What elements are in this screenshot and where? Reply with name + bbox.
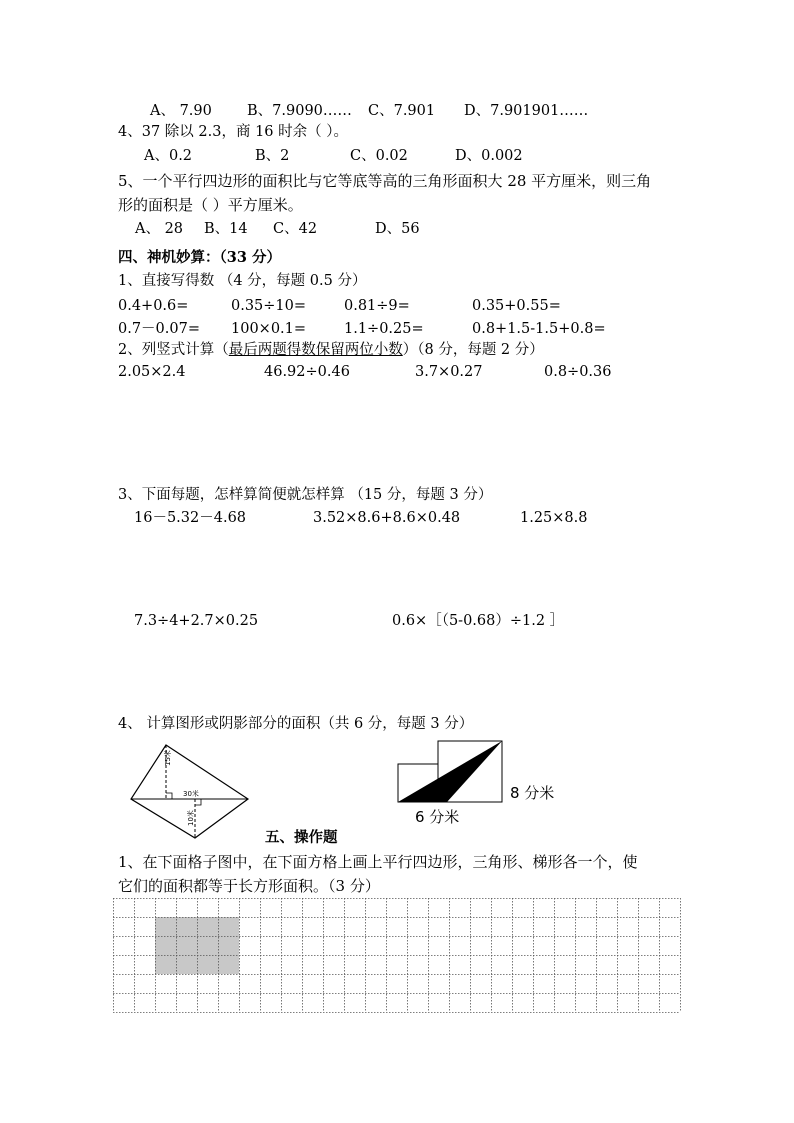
simplify-item: 0.6×［（5-0.68）÷1.2 ］ [392, 613, 565, 629]
option-c: C、7.901 [368, 103, 436, 119]
fig1-height2-label: 10米 [187, 810, 195, 826]
operation-q1-line1: 1、在下面格子图中，在下面方格上画上平行四边形，三角形、梯形各一个，使 [118, 853, 638, 871]
given-rectangle [155, 917, 239, 974]
simplify-item: 3.52×8.6+8.6×0.48 [313, 510, 461, 526]
q4-option-d: D、0.002 [455, 148, 523, 164]
simplify-item: 7.3÷4+2.7×0.25 [134, 613, 259, 629]
vertical-calc-item: 0.8÷0.36 [544, 364, 612, 380]
square-grid[interactable] [113, 898, 683, 1015]
operation-q1-line2: 它们的面积都等于长方形面积。（3 分） [118, 877, 380, 895]
section-5-title: 五、操作题 [265, 829, 338, 846]
q4-option-a: A、0.2 [144, 148, 193, 164]
vertical-calc-item: 2.05×2.4 [118, 364, 186, 380]
calc-item: 0.35+0.55= [472, 298, 561, 314]
q5-option-a: A、 28 [135, 221, 184, 237]
part-3-title: 3、下面每题，怎样算简便就怎样算 （15 分，每题 3 分） [118, 487, 493, 503]
part-2-underlined-note: 最后两题得数保留两位小数 [228, 342, 403, 358]
question-4: 4、37 除以 2.3，商 16 时余（ ）。 [118, 124, 348, 140]
calc-item: 0.8+1.5-1.5+0.8= [472, 321, 606, 337]
calc-item: 0.35÷10= [231, 298, 307, 314]
calc-item: 0.4+0.6= [118, 298, 189, 314]
q5-option-c: C、42 [273, 221, 318, 237]
q5-option-d: D、56 [375, 221, 420, 237]
option-b: B、7.9090…… [247, 103, 352, 119]
option-d: D、7.901901…… [464, 103, 589, 119]
section-4-title: 四、神机妙算：（33 分） [118, 249, 281, 266]
part-2-title: 2、列竖式计算（最后两题得数保留两位小数）（8 分，每题 2 分） [118, 342, 544, 358]
calc-item: 0.7－0.07= [118, 321, 200, 337]
shaded-squares-figure [395, 738, 510, 808]
simplify-item: 1.25×8.8 [520, 510, 588, 526]
fig1-height-label: 15米 [164, 750, 172, 766]
q5-option-b: B、14 [204, 221, 248, 237]
question-5-line1: 5、一个平行四边形的面积比与它等底等高的三角形面积大 28 平方厘米，则三角 [118, 172, 652, 190]
fig2-side-label: 8 分米 [510, 784, 555, 802]
vertical-calc-item: 46.92÷0.46 [264, 364, 350, 380]
part-1-title: 1、直接写得数 （4 分，每题 0.5 分） [118, 273, 367, 289]
question-5-line2: 形的面积是（ ）平方厘米。 [118, 196, 303, 214]
option-a: A、 7.90 [150, 103, 212, 119]
fig2-bottom-label: 6 分米 [415, 808, 460, 826]
simplify-item: 16－5.32－4.68 [134, 510, 247, 526]
calc-item: 0.81÷9= [344, 298, 410, 314]
part-4-title: 4、 计算图形或阴影部分的面积（共 6 分，每题 3 分） [118, 716, 474, 732]
fig1-diagonal-label: 30米 [183, 790, 199, 798]
q4-option-c: C、0.02 [350, 148, 408, 164]
calc-item: 100×0.1= [231, 321, 307, 337]
calc-item: 1.1÷0.25= [344, 321, 424, 337]
q4-option-b: B、2 [255, 148, 290, 164]
vertical-calc-item: 3.7×0.27 [415, 364, 483, 380]
